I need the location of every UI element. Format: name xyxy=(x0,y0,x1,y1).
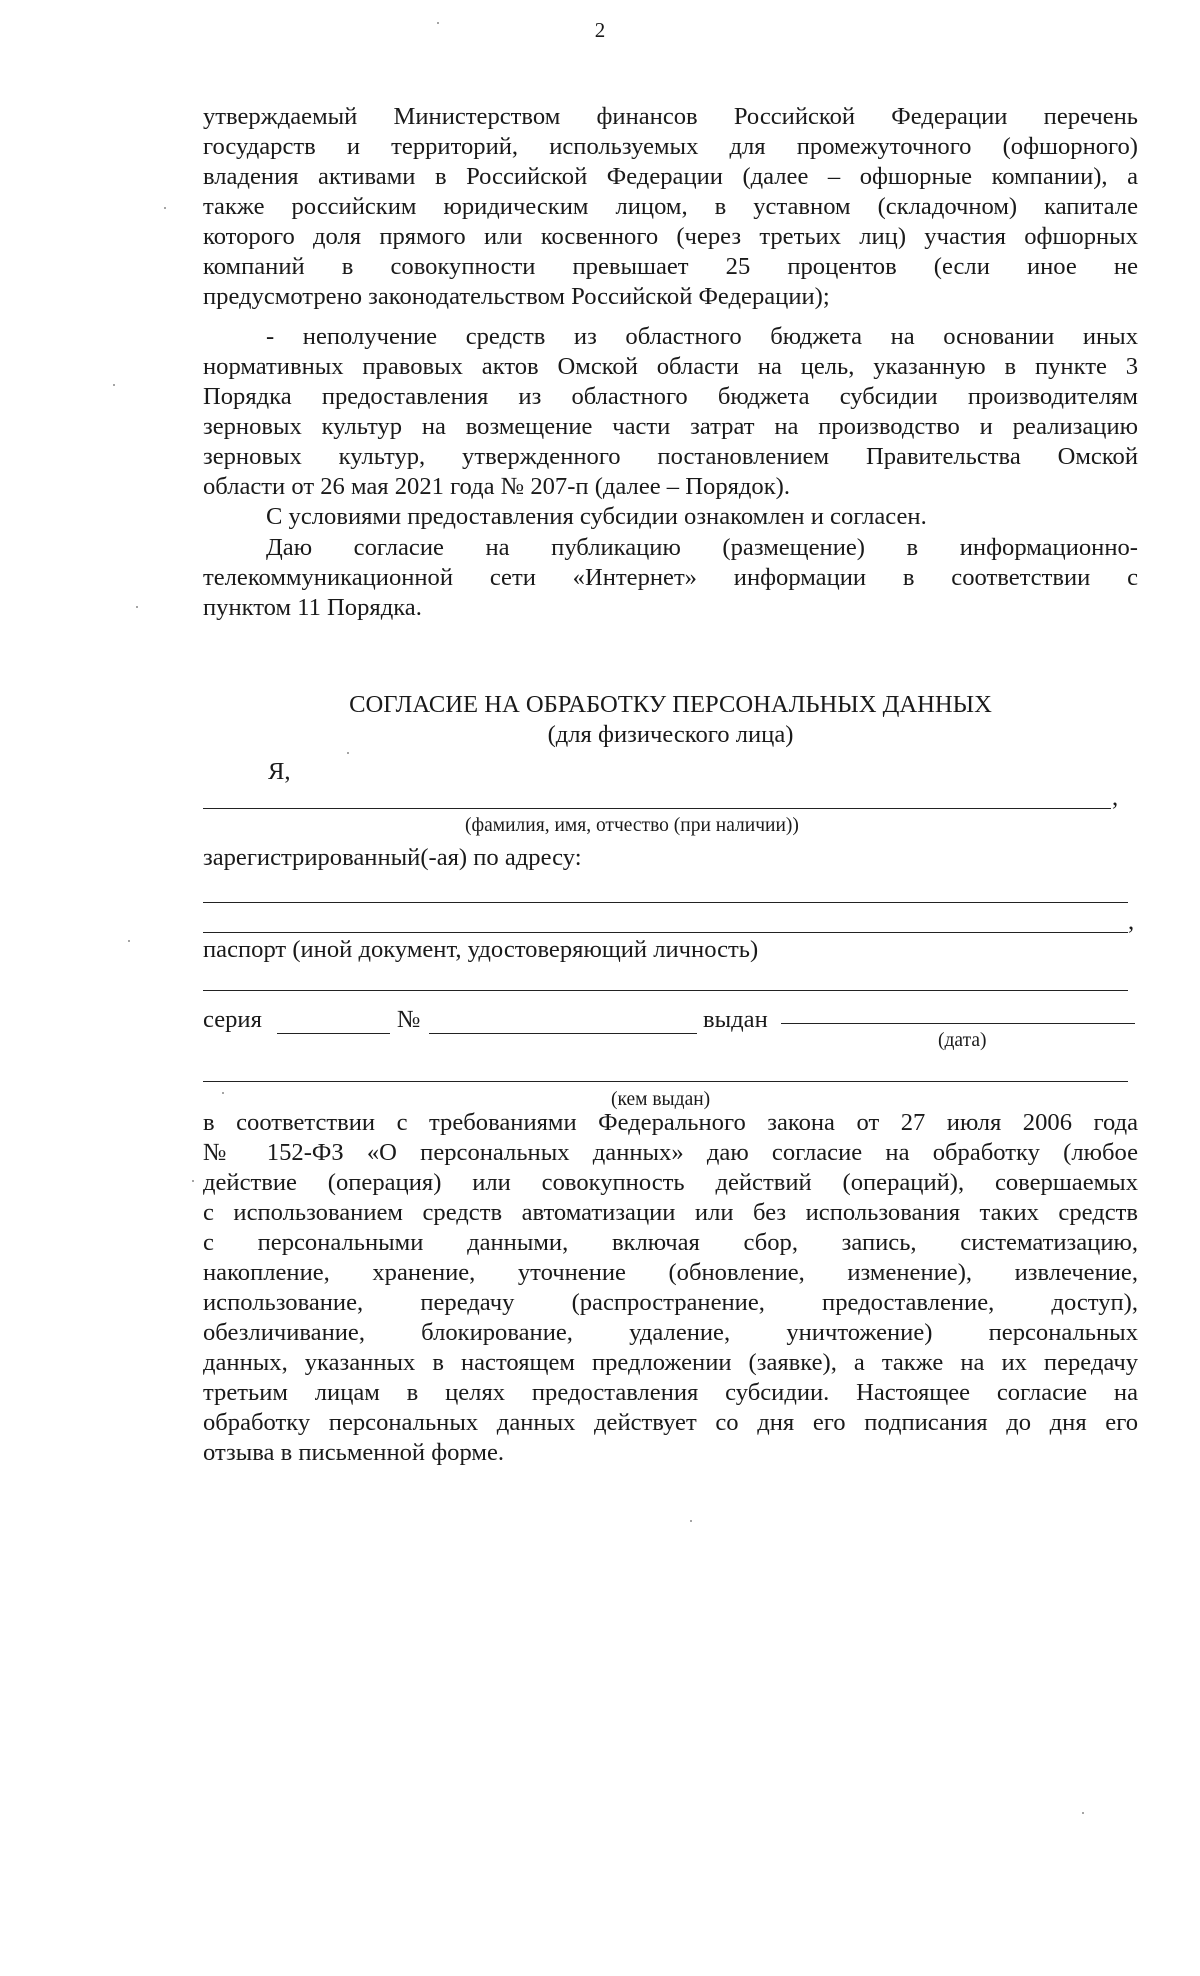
issued-date-field-line[interactable] xyxy=(781,1023,1135,1024)
text-line: отзыва в письменной форме. xyxy=(203,1439,505,1466)
scan-speck xyxy=(1082,1812,1084,1814)
text-line: пунктом 11 Порядка. xyxy=(203,594,422,621)
text-line: - неполучение средств из областного бюджета на основании иных xyxy=(266,323,1138,350)
address-field-line-1[interactable] xyxy=(203,902,1128,903)
text-line: области от 26 мая 2021 года № 207-п (далее – Порядок). xyxy=(203,473,791,500)
address-field-line-2[interactable] xyxy=(203,932,1128,933)
scan-speck xyxy=(192,1180,194,1182)
text-line: обработку персональных данных действует со дня его подписания до дня его xyxy=(203,1409,1138,1436)
fio-field-line[interactable] xyxy=(203,808,1111,809)
scan-speck xyxy=(222,1092,224,1094)
text-line: с использованием средств автоматизации или без использования таких средств xyxy=(203,1199,1138,1226)
consent-subtitle: (для физического лица) xyxy=(547,721,794,748)
paragraph-no-funds xyxy=(203,322,1138,502)
paragraph-publication xyxy=(203,533,1138,623)
address-label: зарегистрированный(-ая) по адресу: xyxy=(203,844,582,871)
text-line: третьим лицам в целях предоставления субсидии. Настоящее согласие на xyxy=(203,1379,1138,1406)
text-line: в соответствии с требованиями Федерального закона от 27 июля 2006 года xyxy=(203,1109,1138,1136)
text-line: утверждаемый Министерством финансов Российской Федерации перечень xyxy=(203,103,1138,130)
page-number: 2 xyxy=(594,18,606,42)
fio-comma: , xyxy=(1112,784,1119,811)
passport-field-line[interactable] xyxy=(203,990,1128,991)
text-line: государств и территорий, используемых для промежуточного (офшорного) xyxy=(203,133,1138,160)
date-caption: (дата) xyxy=(938,1030,987,1051)
scan-speck xyxy=(437,22,439,24)
text-line: данных, указанных в настоящем предложении (заявке), а также на их передачу xyxy=(203,1349,1138,1376)
text-line: владения активами в Российской Федерации (далее – офшорные компании), а xyxy=(203,163,1138,190)
text-line: С условиями предоставления субсидии ознакомлен и согласен. xyxy=(266,503,927,530)
text-line: накопление, хранение, уточнение (обновление, изменение), извлечение, xyxy=(203,1259,1138,1286)
text-line: действие (операция) или совокупность действий (операций), совершаемых xyxy=(203,1169,1138,1196)
scan-speck xyxy=(136,606,138,608)
paragraph-conditions xyxy=(203,502,1138,532)
text-line: компаний в совокупности превышает 25 процентов (если иное не xyxy=(203,253,1138,280)
scan-speck xyxy=(113,384,115,386)
issued-label: выдан xyxy=(703,1006,768,1033)
text-line: с персональными данными, включая сбор, запись, систематизацию, xyxy=(203,1229,1138,1256)
text-line: предусмотрено законодательством Российской Федерации); xyxy=(203,283,830,310)
issuer-caption: (кем выдан) xyxy=(611,1089,711,1110)
text-line: нормативных правовых актов Омской области на цель, указанную в пункте 3 xyxy=(203,353,1138,380)
fio-caption: (фамилия, имя, отчество (при наличии)) xyxy=(465,815,799,836)
ya-label: Я, xyxy=(268,758,291,785)
text-line: использование, передачу (распространение, предоставление, доступ), xyxy=(203,1289,1138,1316)
consent-title: СОГЛАСИЕ НА ОБРАБОТКУ ПЕРСОНАЛЬНЫХ ДАННЫХ xyxy=(349,691,992,718)
scan-speck xyxy=(128,940,130,942)
series-field-line[interactable] xyxy=(277,1033,390,1034)
paragraph-offshore xyxy=(203,102,1138,312)
paragraph-consent-body xyxy=(203,1108,1138,1468)
text-line: № 152-ФЗ «О персональных данных» даю согласие на обработку (любое xyxy=(203,1139,1138,1166)
series-label: серия xyxy=(203,1006,262,1033)
text-line: зерновых культур на возмещение части затрат на производство и реализацию xyxy=(203,413,1138,440)
text-line: Порядка предоставления из областного бюджета субсидии производителям xyxy=(203,383,1138,410)
text-line: которого доля прямого или косвенного (через третьих лиц) участия офшорных xyxy=(203,223,1138,250)
text-line: Даю согласие на публикацию (размещение) в информационно- xyxy=(266,534,1138,561)
number-field-line[interactable] xyxy=(429,1033,697,1034)
scan-speck xyxy=(690,1520,692,1522)
text-line: телекоммуникационной сети «Интернет» информации в соответствии с xyxy=(203,564,1138,591)
address-comma: , xyxy=(1128,908,1135,935)
issuer-field-line[interactable] xyxy=(203,1081,1128,1082)
text-line: обезличивание, блокирование, удаление, уничтожение) персональных xyxy=(203,1319,1138,1346)
passport-label: паспорт (иной документ, удостоверяющий личность) xyxy=(203,936,759,963)
text-line: зерновых культур, утвержденного постановлением Правительства Омской xyxy=(203,443,1138,470)
scan-speck xyxy=(164,207,166,209)
number-label: № xyxy=(397,1006,421,1033)
scan-speck xyxy=(347,752,349,754)
text-line: также российским юридическим лицом, в уставном (складочном) капитале xyxy=(203,193,1138,220)
